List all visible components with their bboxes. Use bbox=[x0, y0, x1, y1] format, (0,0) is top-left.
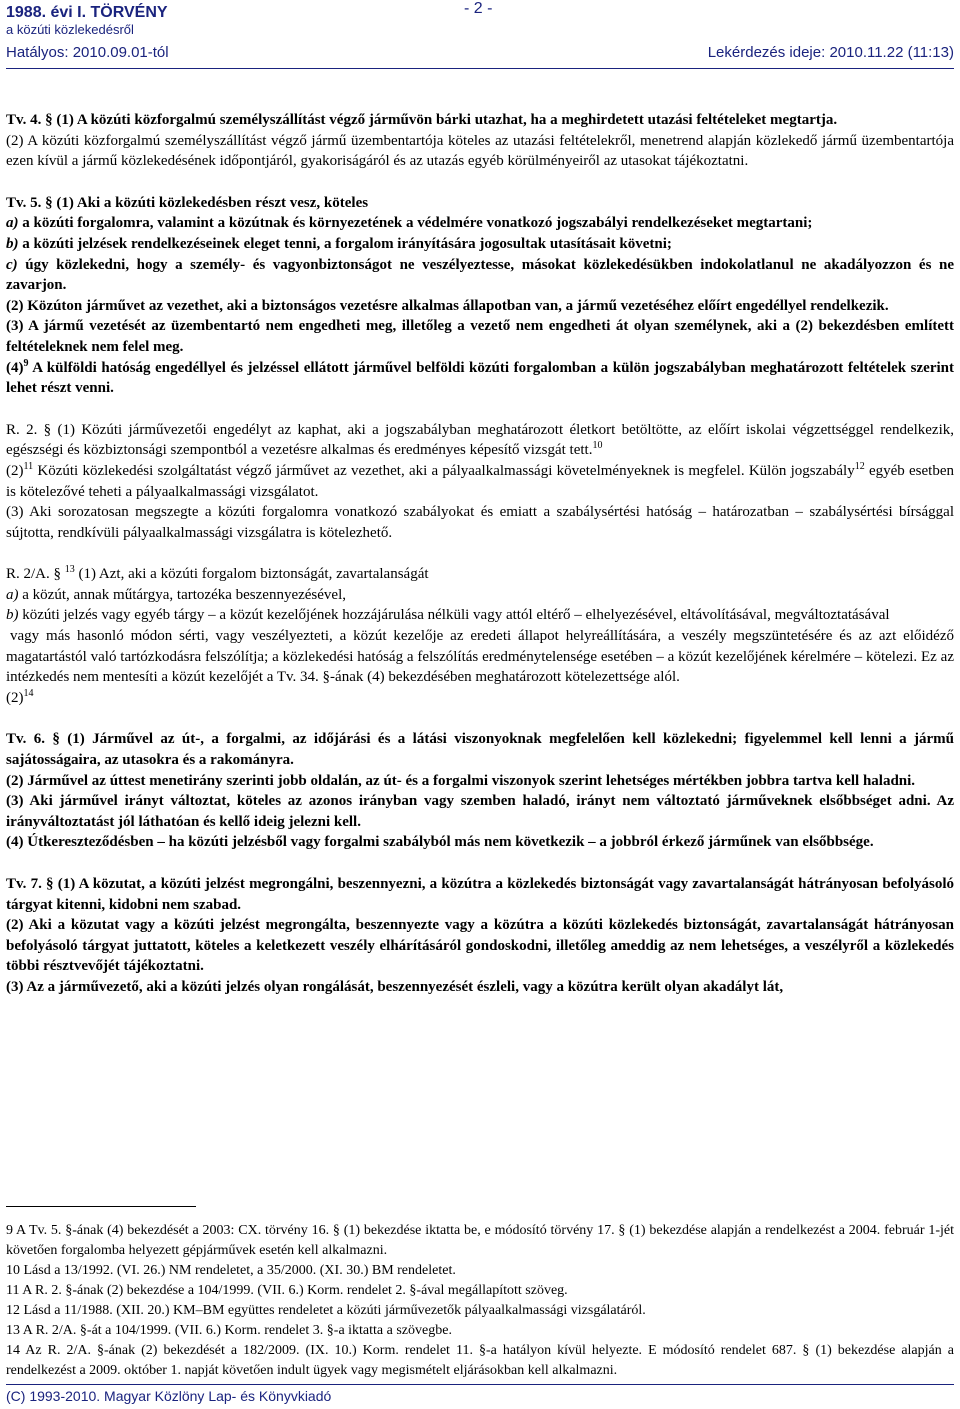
law-title: 1988. évi I. TÖRVÉNY bbox=[6, 4, 168, 21]
paragraph: R. 2. § (1) Közúti járművezetői engedélyt az kaphat, aki a jogszabályban meghatározott életkort betöltötte, az előírt iskolai végzettséggel rendelkezik, egészségi és közbiztonsági szempontból a vezetésre alkalmas és eredményes képesítő vizsgát tett.$^{10}$ bbox=[6, 421, 954, 459]
paragraph: (3) Aki sorozatosan megszegte a közúti forgalomra vonatkozó szabályokat és emiatt a szabálysértési hatóság – határozatban – szabálysértési bírsággal sújtotta, rendkívüli pályaalkalmassági vizsgálatra is kötelezhető. bbox=[6, 504, 954, 541]
paragraph: R. 2/A. § $^{13}$ (1) Azt, aki a közúti forgalom biztonságát, zavartalanságát bbox=[6, 564, 429, 583]
paragraph: (2) Közúton járművet az vezethet, aki a biztonságos vezetésre alkalmas állapotban van, a jármű vezetéséhez előírt engedéllyel rendelkezik. bbox=[6, 297, 889, 314]
paragraph: a) a közút, annak műtárgya, tartozéka beszennyezésével, bbox=[6, 586, 346, 603]
footer-divider bbox=[6, 1384, 954, 1385]
paragraph: c) úgy közlekedni, hogy a személy- és vagyonbiztonságot ne veszélyeztesse, másokat közlekedésükben indokolatlanul ne akadályozzon és ne zavarjon. bbox=[6, 256, 954, 294]
footnote-ref[interactable]: 10 bbox=[592, 440, 603, 452]
paragraph: (2) A közúti közforgalmú személyszállítást végző jármű üzembentartója köteles az utazási feltételekről, menetrend alapján közlekedő jármű üzembentartója ezen kívül a jármű közlekedésének időpontjáról, gyakoriságáról és az utazás egyéb körülményeiről az utasokat tájékoztatni. bbox=[6, 132, 954, 170]
page-number: - 2 - bbox=[464, 0, 493, 17]
footnote: 13 A R. 2/A. §-át a 104/1999. (VII. 6.) Korm. rendelet 3. §-a iktatta a szövegbe. bbox=[6, 1323, 452, 1338]
footnote: 14 Az R. 2/A. §-ának (2) bekezdését a 182/2009. (IX. 10.) Korm. rendelet 11. §-a hatályon kívül helyezte. E módosító rendelet 687. § (1) bekezdése alapján a rendelkezést a 2009. október 1. napját követően indult ügyek vagy megismételt eljárásokban kell alkalmazni. bbox=[6, 1343, 954, 1378]
copyright: (C) 1993-2010. Magyar Közlöny Lap- és Könyvkiadó bbox=[6, 1388, 332, 1404]
paragraph: (3) Az a járművezető, aki a közúti jelzés olyan rongálását, beszennyezését észleli, vagy a közútra került olyan akadályt lát, bbox=[6, 978, 784, 995]
paragraph: $(4)^9$ A külföldi hatóság engedéllyel és jelzéssel ellátott járművel belföldi közúti forgalomban a külön jogszabályban meghatározott feltételek szerint lehet részt venni. bbox=[6, 357, 954, 397]
effective-date: Hatályos: 2010.09.01-tól bbox=[6, 44, 169, 61]
paragraph: Tv. 7. § (1) A közutat, a közúti jelzést megrongálni, beszennyezni, a közútra a közlekedés biztonságát vagy zavartalanságát hátrányosan befolyásoló tárgyat kitenni, kidobni nem szabad. bbox=[6, 876, 954, 913]
paragraph: Tv. 6. § (1) Járművel az út-, a forgalmi, az időjárási és a látási viszonyoknak megfelelően kell közlekedni; figyelemmel kell lenni a jármű sajátosságaira, az utasokra és a rakományra. bbox=[6, 731, 954, 769]
paragraph: vagy más hasonló módon sérti, vagy veszélyezteti, a közút kezelője az eredeti állapot helyreállítására, a veszély megszüntetésére és az azt előidéző magatartástól való tartózkodásra felszólítja; a közlekedési hatóság a felszólítás eredménytelensége esetében – a közút kezelőjének kérelmére – kötelezi. Ez az intézkedés nem mentesíti a közút kezelőjét a Tv. 34. §-ának (4) bekezdésében meghatározott kötelezettsége alól. bbox=[6, 628, 954, 686]
footnote: 10 Lásd a 13/1992. (VI. 26.) NM rendeletet, a 35/2000. (XI. 30.) BM rendeletet. bbox=[6, 1263, 456, 1278]
paragraph: (4) Útkereszteződésben – ha közúti jelzésből vagy forgalmi szabályból más nem következik – a jobbról érkező járműnek van elsőbbsége. bbox=[6, 834, 874, 851]
paragraph: b) a közúti jelzések rendelkezéseinek eleget tenni, a forgalom irányítására jogosultak utasításait követni; bbox=[6, 235, 672, 252]
paragraph: (2) Járművel az úttest menetirány szerinti jobb oldalán, az út- és a forgalmi viszonyok szerint lehetséges mértékben jobbra tartva kell haladni. bbox=[6, 772, 916, 789]
paragraph: Tv. 4. § (1) A közúti közforgalmú személyszállítást végző járművön bárki utazhat, ha a meghirdetett utazási feltételeket megtartja. bbox=[6, 112, 838, 128]
footnote-ref[interactable]: 11 bbox=[23, 460, 34, 472]
footnote-ref[interactable]: 13 bbox=[64, 564, 75, 576]
page-header bbox=[6, 0, 954, 70]
document-body bbox=[6, 110, 954, 998]
footnote-ref[interactable]: 12 bbox=[854, 460, 865, 472]
footnote-ref[interactable]: 14 bbox=[23, 687, 34, 699]
footnotes bbox=[6, 1221, 954, 1381]
paragraph: (3) Aki járművel irányt változtat, köteles az azonos irányban vagy szemben haladó, irányt nem változtató járműveknek elsőbbséget adni. Az irányváltoztatást jól láthatóan és kellő ideig jelezni kell. bbox=[6, 793, 954, 830]
header-divider bbox=[6, 68, 954, 69]
footnote: 11 A R. 2. §-ának (2) bekezdése a 104/1999. (VII. 6.) Korm. rendelet 2. §-ával megállapított szöveg. bbox=[6, 1283, 568, 1298]
paragraph: $(2)^{14}$ bbox=[6, 687, 34, 706]
paragraph: b) közúti jelzés vagy egyéb tárgy – a közút kezelőjének hozzájárulása nélküli vagy attól eltérő – elhelyezésével, eltávolításával, megváltoztatásával bbox=[6, 607, 890, 624]
paragraph: $(2)^{11}$ Közúti közlekedési szolgáltatást végző járművet az vezethet, aki a pályaalkalmassági követelményeknek is megfelel. Külön jogszabály$^{12}$ egyéb esetben is kötelezővé teheti a pályaalkalmassági vizsgálatot. bbox=[6, 460, 954, 500]
query-time: Lekérdezés ideje: 2010.11.22 (11:13) bbox=[707, 44, 954, 61]
paragraph: (2) Aki a közutat vagy a közúti jelzést megrongálta, beszennyezte vagy a közútra a közúti közlekedés biztonságát, zavartalanságát hátrányosan befolyásoló tárgyat juttatott, köteles a keletkezett veszély elhárításáról gondoskodni, illetőleg ameddig az nem lehetséges, a veszélyről a közlekedés többi résztvevőjét tájékoztatni. bbox=[6, 917, 954, 975]
footnote: 12 Lásd a 11/1988. (XII. 20.) KM–BM együttes rendeletet a közúti járművezetők pályaalkalmassági vizsgálatáról. bbox=[6, 1303, 646, 1318]
paragraph: Tv. 5. § (1) Aki a közúti közlekedésben részt vesz, köteles bbox=[6, 194, 369, 211]
paragraph: a) a közúti forgalomra, valamint a közútnak és környezetének a védelmére vonatkozó jogszabályi rendelkezéseket megtartani; bbox=[6, 215, 813, 232]
footnote: 9 A Tv. 5. §-ának (4) bekezdését a 2003: CX. törvény 16. § (1) bekezdése iktatta be, e módosító törvény 17. § (1) bekezdése alapján a rendelkezést a 2004. február 1-jét követően forgalomba helyezett gépjárművek esetén kell alkalmazni. bbox=[6, 1223, 954, 1258]
footnote-separator bbox=[6, 1206, 196, 1207]
paragraph: (3) A jármű vezetését az üzembentartó nem engedheti meg, illetőleg a vezető nem engedheti át olyan személynek, aki a (2) bekezdésben említett feltételeknek nem felel meg. bbox=[6, 318, 954, 355]
law-subtitle: a közúti közlekedésről bbox=[6, 22, 134, 37]
footnote-ref[interactable]: 9 bbox=[23, 357, 29, 369]
